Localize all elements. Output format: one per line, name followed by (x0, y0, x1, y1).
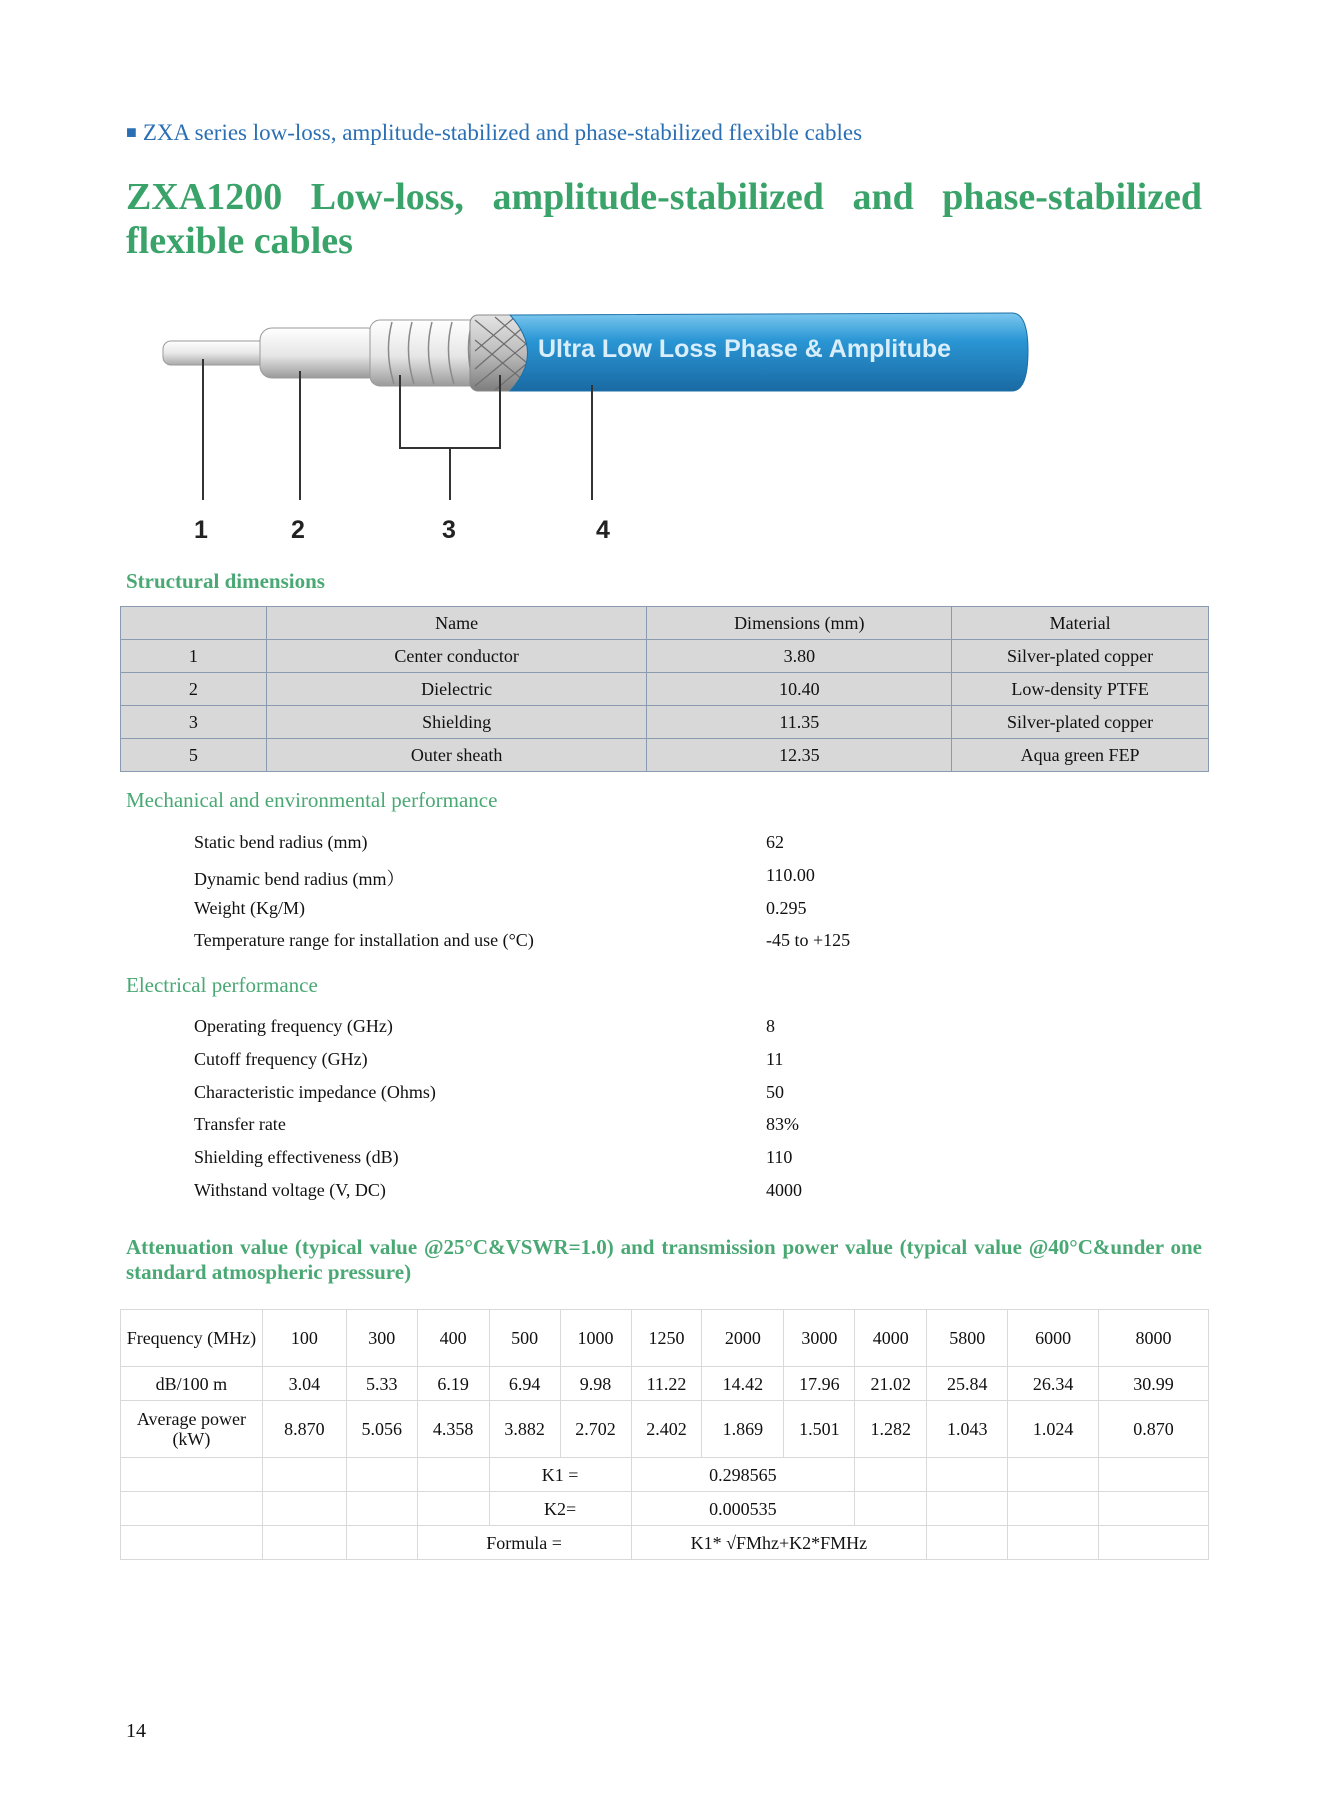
k1-label: K1 = (489, 1458, 631, 1492)
attenuation-cell: 17.96 (784, 1367, 855, 1401)
frequency-cell: 8000 (1099, 1310, 1209, 1367)
attenuation-cell: 6.94 (489, 1367, 560, 1401)
table-cell: 3.80 (647, 640, 952, 673)
list-item (194, 898, 1194, 931)
table-row (121, 706, 1209, 739)
structural-heading: Structural dimensions (126, 569, 325, 593)
attenuation-table (120, 1309, 1209, 1560)
table-cell: Shielding (266, 706, 647, 739)
dielectric-layer (260, 328, 380, 378)
table-row (121, 640, 1209, 673)
power-cell: 3.882 (489, 1401, 560, 1458)
property-value: 8 (766, 1016, 775, 1036)
frequency-cell: 300 (346, 1310, 417, 1367)
property-label: Cutoff frequency (GHz) (194, 1048, 368, 1069)
table-row (121, 673, 1209, 706)
property-value: 4000 (766, 1179, 802, 1200)
attenuation-cell: 14.42 (702, 1367, 784, 1401)
table-cell: Silver-plated copper (952, 706, 1209, 739)
frequency-cell: 400 (417, 1310, 489, 1367)
k2-row (121, 1492, 1209, 1526)
attenuation-cell: 11.22 (631, 1367, 702, 1401)
cable-illustration (150, 295, 1190, 545)
power-cell: 0.870 (1099, 1401, 1209, 1458)
attenuation-cell: 25.84 (927, 1367, 1008, 1401)
table-cell: Low-density PTFE (952, 673, 1209, 706)
table-header: Material (952, 607, 1209, 640)
property-label: Characteristic impedance (Ohms) (194, 1081, 436, 1102)
attenuation-cell: 26.34 (1008, 1367, 1099, 1401)
list-item (194, 832, 1194, 865)
mechanical-heading: Mechanical and environmental performance (126, 788, 498, 812)
property-value: 83% (766, 1114, 799, 1135)
property-value: 110 (766, 1147, 793, 1168)
frequency-cell: 100 (262, 1310, 346, 1367)
power-cell: 1.501 (784, 1401, 855, 1458)
mechanical-list (194, 832, 1194, 963)
attenuation-cell: 5.33 (346, 1367, 417, 1401)
power-cell: 4.358 (417, 1401, 489, 1458)
series-heading (126, 120, 862, 146)
center-conductor (163, 341, 275, 365)
property-label: Dynamic bend radius (mm） (194, 868, 405, 889)
table-cell: 1 (121, 640, 267, 673)
attenuation-cell: 30.99 (1099, 1367, 1209, 1401)
list-item (194, 1049, 1194, 1082)
table-cell: Aqua green FEP (952, 739, 1209, 772)
property-value: 0.295 (766, 897, 807, 918)
callout-3: 3 (442, 516, 456, 544)
table-cell: 11.35 (647, 706, 952, 739)
series-text: ZXA series low-loss, amplitude-stabilized and phase-stabilized flexible cables (142, 120, 863, 145)
frequency-cell: 1250 (631, 1310, 702, 1367)
attenuation-row (121, 1367, 1209, 1401)
k1-value: 0.298565 (631, 1458, 855, 1492)
formula-label: Formula = (417, 1526, 631, 1560)
table-header: Name (266, 607, 647, 640)
list-item (194, 865, 1194, 898)
electrical-heading: Electrical performance (126, 973, 318, 997)
square-bullet-icon: ■ (126, 122, 137, 142)
attenuation-cell: 9.98 (560, 1367, 631, 1401)
power-cell: 1.024 (1008, 1401, 1099, 1458)
table-row (121, 739, 1209, 772)
power-cell: 1.869 (702, 1401, 784, 1458)
page-title: ZXA1200 Low-loss, amplitude-stabilized and phase-stabilized flexible cables (126, 176, 1202, 262)
property-value: 11 (766, 1048, 784, 1069)
page-number: 14 (126, 1720, 146, 1742)
property-label: Temperature range for installation and use (°C) (194, 930, 534, 951)
table-header-row (121, 607, 1209, 640)
table-cell: Silver-plated copper (952, 640, 1209, 673)
table-header (121, 607, 267, 640)
row-label: Frequency (MHz) (121, 1310, 263, 1367)
frequency-cell: 500 (489, 1310, 560, 1367)
table-cell: 3 (121, 706, 267, 739)
attenuation-heading: Attenuation value (typical value @25°C&VSWR=1.0) and transmission power value (typical value @40°C&under one standard atmospheric pressure) (126, 1235, 1202, 1284)
table-cell: 2 (121, 673, 267, 706)
property-label: Withstand voltage (V, DC) (194, 1179, 386, 1200)
property-value: 110.00 (766, 864, 815, 885)
callout-2: 2 (291, 516, 305, 544)
list-item (194, 1147, 1194, 1180)
table-cell: 12.35 (647, 739, 952, 772)
list-item (194, 1114, 1194, 1147)
table-cell: 5 (121, 739, 267, 772)
property-value: -45 to +125 (766, 930, 851, 951)
attenuation-cell: 6.19 (417, 1367, 489, 1401)
k1-row (121, 1458, 1209, 1492)
power-cell: 1.043 (927, 1401, 1008, 1458)
property-label: Shielding effectiveness (dB) (194, 1147, 399, 1168)
power-cell: 2.402 (631, 1401, 702, 1458)
power-cell: 2.702 (560, 1401, 631, 1458)
jacket-print: Ultra Low Loss Phase & Amplitube (538, 335, 952, 363)
attenuation-cell: 21.02 (855, 1367, 927, 1401)
callout-4: 4 (596, 516, 610, 544)
table-cell: Center conductor (266, 640, 647, 673)
power-cell: 5.056 (346, 1401, 417, 1458)
structural-table (120, 606, 1209, 772)
shield-tape-layer (370, 320, 485, 386)
table-cell: 10.40 (647, 673, 952, 706)
frequency-cell: 5800 (927, 1310, 1008, 1367)
frequency-cell: 6000 (1008, 1310, 1099, 1367)
frequency-cell: 4000 (855, 1310, 927, 1367)
frequency-cell: 2000 (702, 1310, 784, 1367)
callout-1: 1 (194, 516, 208, 544)
row-label: dB/100 m (121, 1367, 263, 1401)
list-item (194, 930, 1194, 963)
property-label: Weight (Kg/M) (194, 897, 306, 918)
k2-value: 0.000535 (631, 1492, 855, 1526)
frequency-cell: 3000 (784, 1310, 855, 1367)
frequency-cell: 1000 (560, 1310, 631, 1367)
property-label: Operating frequency (GHz) (194, 1016, 393, 1036)
formula-row (121, 1526, 1209, 1560)
power-cell: 1.282 (855, 1401, 927, 1458)
frequency-row (121, 1310, 1209, 1367)
electrical-list (194, 1016, 1194, 1213)
row-label: Average power (kW) (121, 1401, 263, 1458)
list-item (194, 1180, 1194, 1213)
power-cell: 8.870 (262, 1401, 346, 1458)
list-item (194, 1016, 1194, 1049)
k2-label: K2= (489, 1492, 631, 1526)
attenuation-cell: 3.04 (262, 1367, 346, 1401)
property-value: 62 (766, 832, 784, 852)
list-item (194, 1082, 1194, 1115)
table-cell: Outer sheath (266, 739, 647, 772)
property-label: Static bend radius (mm) (194, 832, 368, 852)
cable-diagram (150, 295, 1190, 550)
power-row (121, 1401, 1209, 1458)
property-value: 50 (766, 1081, 784, 1102)
table-cell: Dielectric (266, 673, 647, 706)
property-label: Transfer rate (194, 1114, 286, 1135)
table-header: Dimensions (mm) (647, 607, 952, 640)
formula-value: K1* √FMhz+K2*FMHz (631, 1526, 927, 1560)
